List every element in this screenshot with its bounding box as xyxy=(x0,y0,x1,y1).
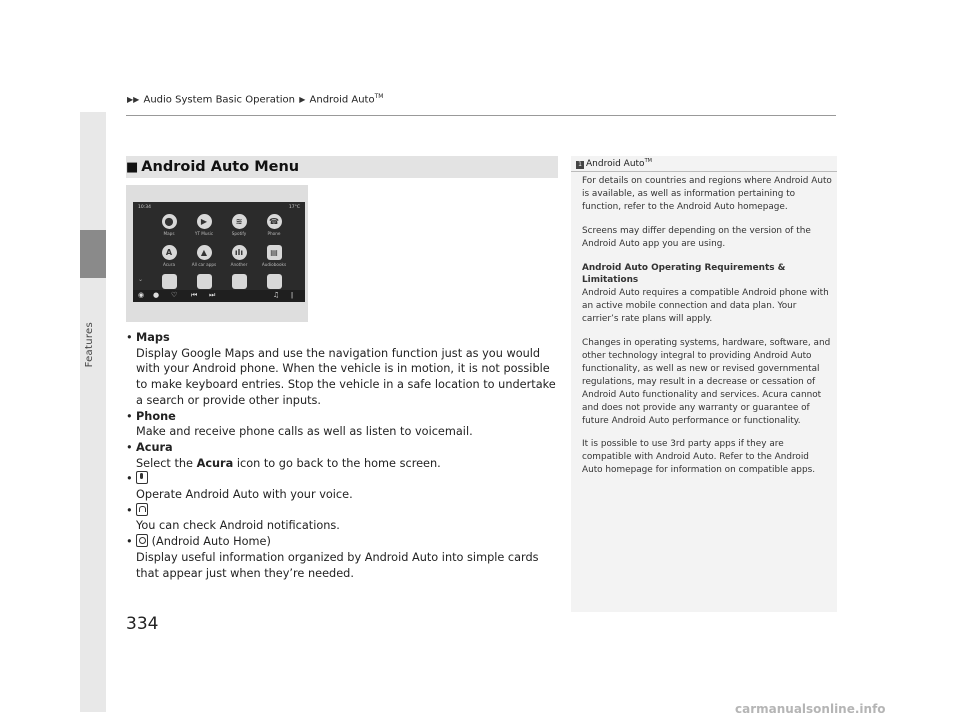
item-description-bold: Acura xyxy=(196,456,234,470)
messages-icon xyxy=(197,274,212,289)
item-description: You can check Android notifications. xyxy=(136,519,340,533)
screen-dock xyxy=(133,290,305,302)
spotify-icon: ● xyxy=(153,291,160,299)
bullet: • xyxy=(126,503,133,517)
app-audiobooks xyxy=(258,245,290,267)
previous-icon: ⏮ xyxy=(191,291,198,299)
bullet: • xyxy=(126,440,133,454)
note-title: Android Auto xyxy=(586,159,645,169)
list-item xyxy=(126,409,560,440)
watermark: carmanualsonline.info xyxy=(735,702,886,716)
bullet: • xyxy=(126,535,133,549)
section-heading xyxy=(126,156,558,178)
note-paragraph xyxy=(582,262,832,327)
item-description: Display Google Maps and use the navigation function just as you would with your Android phone. When the vehicle is in motion, it is not possible to make keyboard entries. Stop the vehicle in a safe location to undertake a search or provide other inputs. xyxy=(136,346,556,407)
screenshot-frame xyxy=(126,185,308,322)
chevron-down-icon: ⌄ xyxy=(138,276,144,283)
header-rule xyxy=(126,115,836,116)
app-label: Spotify xyxy=(231,231,247,236)
item-title-suffix: (Android Auto Home) xyxy=(148,535,271,549)
app-icon xyxy=(267,274,282,289)
item-title: Phone xyxy=(136,409,176,423)
phone-icon: ☎ xyxy=(267,214,282,229)
note-heading xyxy=(576,158,652,169)
note-paragraph: Screens may differ depending on the version of the Android Auto app you are using. xyxy=(582,225,811,249)
app-row-3-d xyxy=(258,274,290,289)
mic-icon: ǀ xyxy=(291,291,294,299)
another-icon: ılı xyxy=(232,245,247,260)
app-all-car-apps xyxy=(188,245,220,267)
app-phone xyxy=(258,214,290,236)
next-icon: ⏭ xyxy=(209,291,216,299)
app-row-3-b xyxy=(188,274,220,289)
app-spotify xyxy=(223,214,255,236)
breadcrumb-part-1: Audio System Basic Operation xyxy=(143,94,295,106)
item-description: Operate Android Auto with your voice. xyxy=(136,488,353,502)
app-maps xyxy=(153,214,185,236)
item-description: Make and receive phone calls as well as listen to voicemail. xyxy=(136,425,473,439)
note-rule xyxy=(571,171,837,172)
list-item xyxy=(126,503,560,534)
item-description xyxy=(136,456,560,472)
app-label: Maps xyxy=(163,231,175,236)
app-label: All car apps xyxy=(191,262,217,267)
list-item xyxy=(126,471,560,502)
android-auto-icon: ▲ xyxy=(197,245,212,260)
mic-icon xyxy=(136,471,148,484)
app-another xyxy=(223,245,255,267)
note-tm: TM xyxy=(644,158,652,164)
note-paragraph: It is possible to use 3rd party apps if they are compatible with Android Auto. Refer to the Android Auto homepage for information on compatible apps. xyxy=(582,439,816,476)
breadcrumb-arrow-icon: ▶▶ xyxy=(127,95,140,105)
screen-status: 17°C xyxy=(288,205,300,210)
breadcrumb-arrow-icon: ▶ xyxy=(299,95,306,105)
menu-item-list xyxy=(126,330,560,581)
app-label: Another xyxy=(230,262,248,267)
bell-icon xyxy=(136,503,148,516)
bullet: • xyxy=(126,409,133,423)
breadcrumb xyxy=(126,93,383,105)
acura-icon: A xyxy=(162,245,177,260)
home-icon: ◉ xyxy=(138,291,145,299)
chat-icon xyxy=(232,274,247,289)
note-paragraph: For details on countries and regions where Android Auto is available, as well as information pertaining to function, refer to the Android Auto homepage. xyxy=(582,176,832,212)
list-item xyxy=(126,440,560,471)
side-tab-bar xyxy=(80,112,106,712)
android-auto-screen xyxy=(133,202,305,302)
calendar-icon xyxy=(162,274,177,289)
screen-clock: 10:34 xyxy=(138,205,151,210)
side-tab-marker xyxy=(80,230,106,278)
side-note-panel xyxy=(571,156,837,612)
app-label: Acura xyxy=(162,262,176,267)
bullet: • xyxy=(126,331,133,344)
section-title: Android Auto Menu xyxy=(141,159,300,175)
app-row-3-a xyxy=(153,274,185,289)
yt-music-icon: ▶ xyxy=(197,214,212,229)
item-title: Acura xyxy=(136,440,173,454)
app-acura xyxy=(153,245,185,267)
item-title: Maps xyxy=(136,331,170,344)
list-item xyxy=(126,330,560,409)
page-number: 334 xyxy=(126,614,159,634)
breadcrumb-tm: TM xyxy=(374,93,384,100)
app-label: Phone xyxy=(267,231,281,236)
bullet: • xyxy=(126,472,133,486)
note-paragraph: Changes in operating systems, hardware, software, and other technology integral to providing Android Auto functionality, as well as new or revised governmental regulations, may result in a decrease or cessation of Android Auto functionality and services. Acura cannot and does not provide any warranty or guarantee of future Android Auto performance or functionality. xyxy=(582,338,831,426)
audiobooks-icon: ▤ xyxy=(267,245,282,260)
item-description-post: icon to go back to the home screen. xyxy=(233,456,441,470)
side-tab-label: Features xyxy=(84,322,95,368)
note-body xyxy=(582,175,832,488)
note-subheading: Android Auto Operating Requirements & Limitations xyxy=(582,262,786,286)
app-row-3-c xyxy=(223,274,255,289)
note-paragraph-text: Android Auto requires a compatible Android phone with an active mobile connection and data plan. Your carrier’s rate plans will apply. xyxy=(582,288,829,325)
app-yt-music xyxy=(188,214,220,236)
maps-icon: ⬤ xyxy=(162,214,177,229)
item-description: Display useful information organized by Android Auto into simple cards that appear just when they’re needed. xyxy=(136,550,539,580)
list-item xyxy=(126,534,560,581)
home-icon xyxy=(136,534,148,547)
app-label: YT Music xyxy=(194,231,214,236)
spotify-icon: ≋ xyxy=(232,214,247,229)
section-marker: ■ xyxy=(126,160,139,175)
breadcrumb-part-2: Android Auto xyxy=(309,94,375,106)
note-number-icon: 1 xyxy=(576,161,584,169)
heart-icon: ♡ xyxy=(171,291,178,299)
item-description-pre: Select the xyxy=(136,456,197,470)
app-label: Audiobooks xyxy=(261,262,287,267)
bell-icon: ♫ xyxy=(273,291,280,299)
